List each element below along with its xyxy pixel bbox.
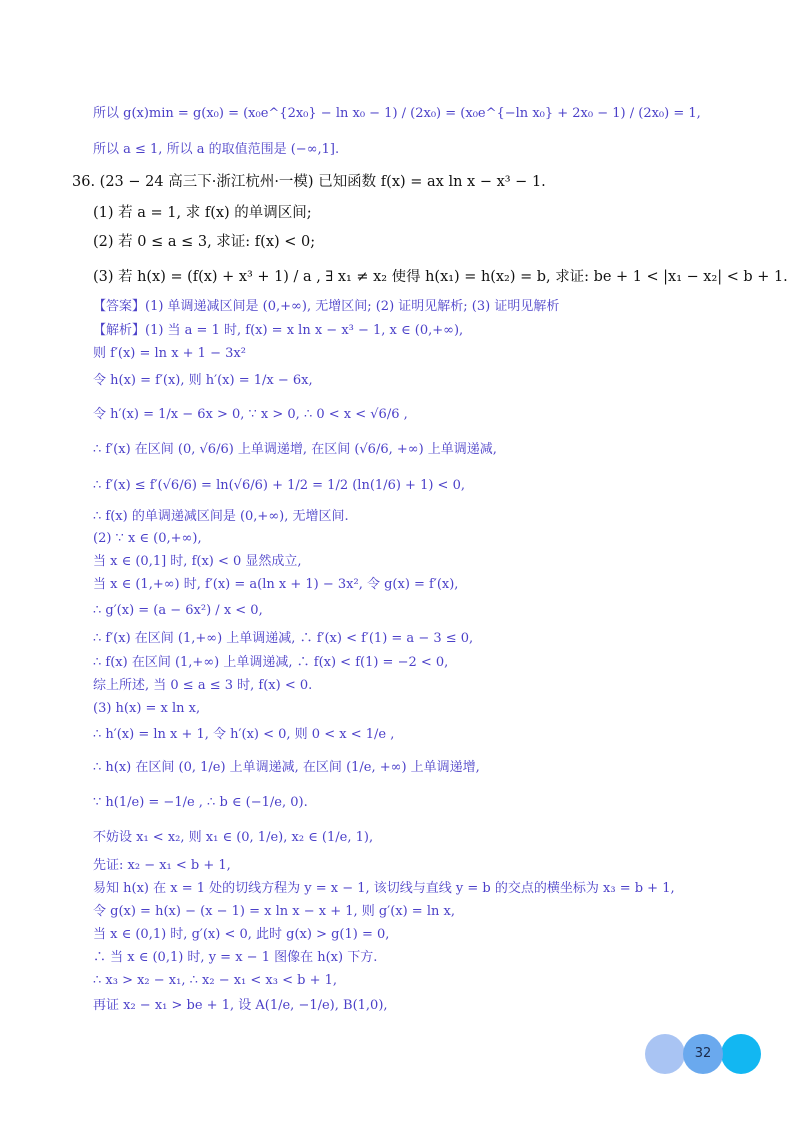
solution-line: 【解析】(1) 当 a = 1 时, f(x) = x ln x − x³ − 1, x ∈ (0,+∞),	[93, 323, 464, 338]
solution-line: ∴ f′(x) ≤ f′(√6/6) = ln(√6/6) + 1/2 = 1/2 (ln(1/6) + 1) < 0,	[93, 478, 465, 493]
solution-line: ∴ f(x) 的单调递减区间是 (0,+∞), 无增区间.	[93, 509, 349, 524]
solution-line: (3) h(x) = x ln x,	[93, 701, 201, 716]
pager-dot-left	[645, 1034, 685, 1074]
solution-line: 先证: x₂ − x₁ < b + 1,	[93, 858, 231, 873]
solution-line: 当 x ∈ (0,1) 时, g′(x) < 0, 此时 g(x) > g(1) = 0,	[93, 927, 390, 942]
answer-line: 【答案】(1) 单调递减区间是 (0,+∞), 无增区间; (2) 证明见解析; (3) 证明见解析	[93, 299, 560, 314]
text-line: 所以 a ≤ 1, 所以 a 的取值范围是 (−∞,1].	[93, 142, 340, 157]
page-number: 32	[694, 1046, 712, 1061]
solution-line: ∴ f′(x) 在区间 (1,+∞) 上单调递减, ∴ f′(x) < f′(1) = a − 3 ≤ 0,	[93, 631, 474, 646]
solution-line: 不妨设 x₁ < x₂, 则 x₁ ∈ (0, 1/e), x₂ ∈ (1/e, 1),	[93, 830, 374, 845]
solution-line: 令 g(x) = h(x) − (x − 1) = x ln x − x + 1, 则 g′(x) = ln x,	[93, 904, 455, 919]
solution-line: 令 h(x) = f′(x), 则 h′(x) = 1/x − 6x,	[93, 373, 313, 388]
solution-line: 易知 h(x) 在 x = 1 处的切线方程为 y = x − 1, 该切线与直线 y = b 的交点的横坐标为 x₃ = b + 1,	[93, 881, 675, 896]
solution-line: 当 x ∈ (1,+∞) 时, f′(x) = a(ln x + 1) − 3x², 令 g(x) = f′(x),	[93, 577, 459, 592]
solution-line: ∴ h(x) 在区间 (0, 1/e) 上单调递减, 在区间 (1/e, +∞) 上单调递增,	[93, 760, 480, 775]
solution-line: 则 f′(x) = ln x + 1 − 3x²	[93, 346, 246, 361]
solution-line: 综上所述, 当 0 ≤ a ≤ 3 时, f(x) < 0.	[93, 678, 313, 693]
solution-line: 当 x ∈ (0,1] 时, f(x) < 0 显然成立,	[93, 554, 302, 569]
solution-line: ∴ f′(x) 在区间 (0, √6/6) 上单调递增, 在区间 (√6/6, +∞) 上单调递减,	[93, 442, 497, 457]
solution-line: 再证 x₂ − x₁ > be + 1, 设 A(1/e, −1/e), B(1,0),	[93, 998, 388, 1013]
solution-line: ∴ f(x) 在区间 (1,+∞) 上单调递减, ∴ f(x) < f(1) = −2 < 0,	[93, 655, 449, 670]
solution-line: ∴ x₃ > x₂ − x₁, ∴ x₂ − x₁ < x₃ < b + 1,	[93, 973, 337, 988]
question-part-3: (3) 若 h(x) = (f(x) + x³ + 1) / a , ∃ x₁ ≠ x₂ 使得 h(x₁) = h(x₂) = b, 求证: be + 1 < |x₁ − x₂| < b + 1.	[93, 269, 788, 285]
solution-line: ∴ 当 x ∈ (0,1) 时, y = x − 1 图像在 h(x) 下方.	[93, 950, 378, 965]
text-line: 所以 g(x)min = g(x₀) = (x₀e^{2x₀} − ln x₀ − 1) / (2x₀) = (x₀e^{−ln x₀} + 2x₀ − 1) / (2x₀) = 1,	[93, 106, 701, 121]
question-part-2: (2) 若 0 ≤ a ≤ 3, 求证: f(x) < 0;	[93, 234, 316, 250]
question-part-1: (1) 若 a = 1, 求 f(x) 的单调区间;	[93, 205, 312, 221]
question-stem: 36. (23 − 24 高三下·浙江杭州·一模) 已知函数 f(x) = ax ln x − x³ − 1.	[72, 174, 546, 190]
page-number-badge	[645, 1034, 765, 1074]
solution-line: ∵ h(1/e) = −1/e , ∴ b ∈ (−1/e, 0).	[93, 795, 308, 810]
solution-line: 令 h′(x) = 1/x − 6x > 0, ∵ x > 0, ∴ 0 < x < √6/6 ,	[93, 407, 408, 422]
solution-line: ∴ h′(x) = ln x + 1, 令 h′(x) < 0, 则 0 < x < 1/e ,	[93, 727, 395, 742]
pager-dot-right	[721, 1034, 761, 1074]
solution-line: ∴ g′(x) = (a − 6x²) / x < 0,	[93, 603, 263, 618]
solution-line: (2) ∵ x ∈ (0,+∞),	[93, 531, 202, 546]
